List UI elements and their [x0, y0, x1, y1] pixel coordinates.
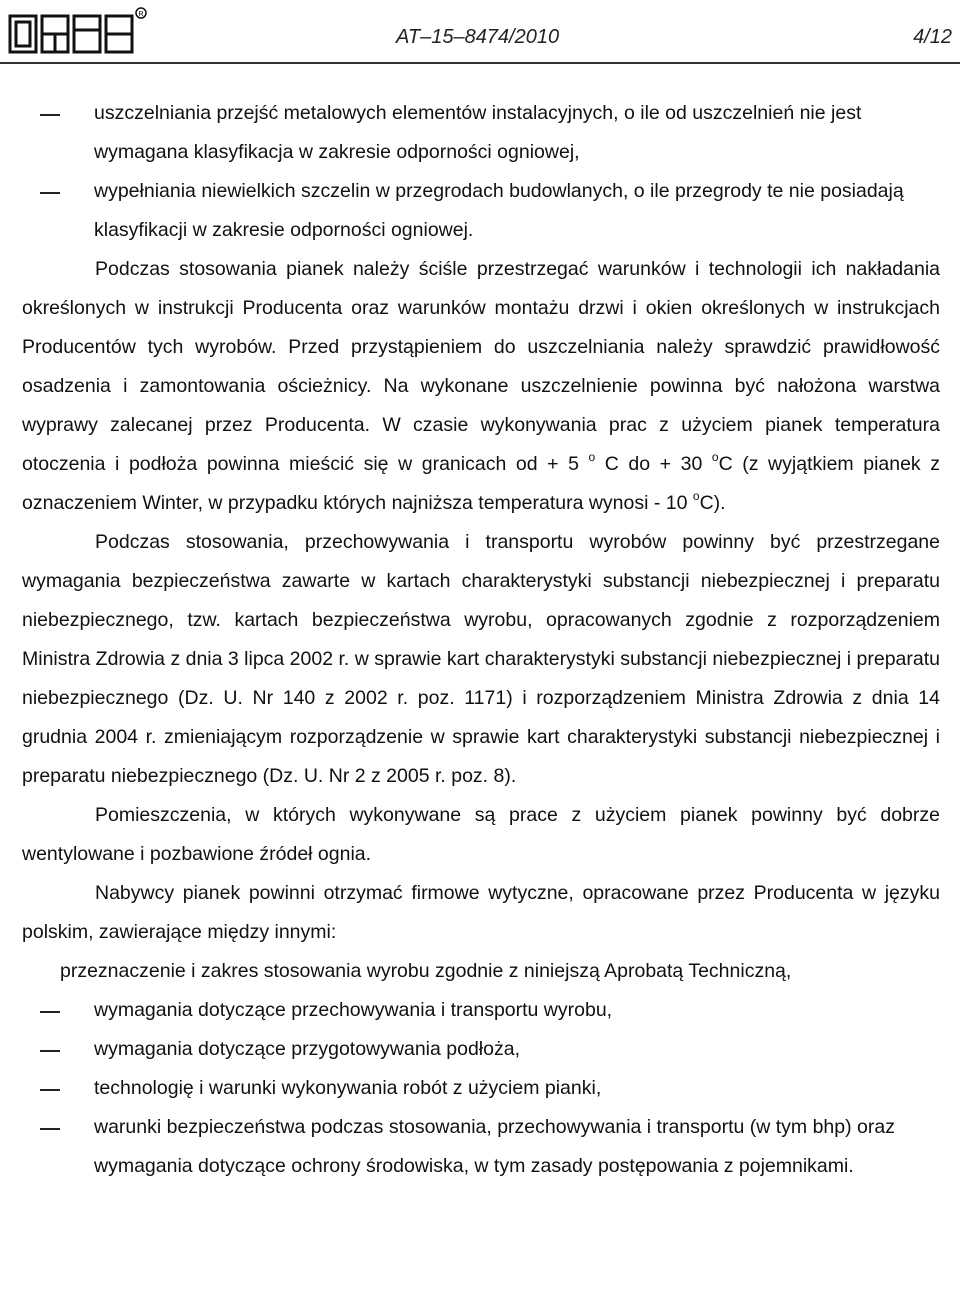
svg-text:R: R	[138, 11, 144, 18]
itb-logo	[8, 6, 148, 61]
list-item: warunki bezpieczeństwa podczas stosowania, przechowywania i transportu (w tym bhp) oraz wymagania dotyczące ochrony środowiska, w tym zasady postępowania z pojemnikami.	[94, 1116, 895, 1177]
list-item: przeznaczenie i zakres stosowania wyrobu zgodnie z niniejszą Aprobatą Techniczną,	[60, 960, 792, 982]
list-item: technologię i warunki wykonywania robót z użyciem pianki,	[94, 1077, 602, 1099]
paragraph-application-conditions: Podczas stosowania pianek należy ściśle przestrzegać warunków i technologii ich nakładania określonych w instrukcji Producenta oraz warunków montażu drzwi i okien określonych w instrukcjach Producentów tych wyrobów. Przed przystąpieniem do uszczelniania należy sprawdzić prawidłowość osadzenia i zamontowania ościeżnicy. Na wykonane uszczelnienie powinna być nałożona warstwa wyprawy zalecanej przez Producenta. W czasie wykonywania prac z użyciem pianek temperatura otoczenia i podłoża powinna mieścić się w granicach od + 5 $^o$ C do + 30 $^o$C (z wyjątkiem pianek z oznaczeniem Winter, w przypadku których najniższa temperatura wynosi - 10 $^o$C).	[22, 258, 941, 514]
list-item: wymagania dotyczące przechowywania i transportu wyrobu,	[94, 999, 613, 1021]
paragraph-safety-requirements: Podczas stosowania, przechowywania i transportu wyrobów powinny być przestrzegane wymagania bezpieczeństwa zawarte w kartach charakterystyki substancji niebezpiecznej i preparatu niebezpiecznego, tzw. kartach bezpieczeństwa wyrobu, opracowanych zgodnie z rozporządzeniem Ministra Zdrowia z dnia 3 lipca 2002 r. w sprawie kart charakterystyki substancji niebezpiecznej i preparatu niebezpiecznego (Dz. U. Nr 140 z 2002 r. poz. 1171) i rozporządzeniem Ministra Zdrowia z dnia 14 grudnia 2004 r. zmieniającym rozporządzenie w sprawie kart charakterystyki substancji niebezpiecznej i preparatu niebezpiecznego (Dz. U. Nr 2 z 2005 r. poz. 8).	[22, 531, 941, 787]
paragraph-guidelines: Nabywcy pianek powinni otrzymać firmowe wytyczne, opracowane przez Producenta w języku polskim, zawierające między innymi:	[22, 882, 940, 943]
list-item: wypełniania niewielkich szczelin w przegrodach budowlanych, o ile przegrody te nie posiadają klasyfikacji w zakresie odporności ogniowej.	[94, 180, 904, 241]
paragraph-ventilation: Pomieszczenia, w których wykonywane są prace z użyciem pianek powinny być dobrze wentylowane i pozbawione źródeł ognia.	[22, 804, 940, 865]
list-item: wymagania dotyczące przygotowywania podłoża,	[94, 1038, 520, 1060]
document-number: AT–15–8474/2010	[396, 26, 560, 48]
document-body	[22, 94, 940, 1186]
page-number: 4/12	[913, 26, 952, 48]
header-divider	[0, 62, 960, 64]
list-item: uszczelniania przejść metalowych elementów instalacyjnych, o ile od uszczelnień nie jest wymagana klasyfikacja w zakresie odporności ogniowej,	[94, 102, 862, 163]
